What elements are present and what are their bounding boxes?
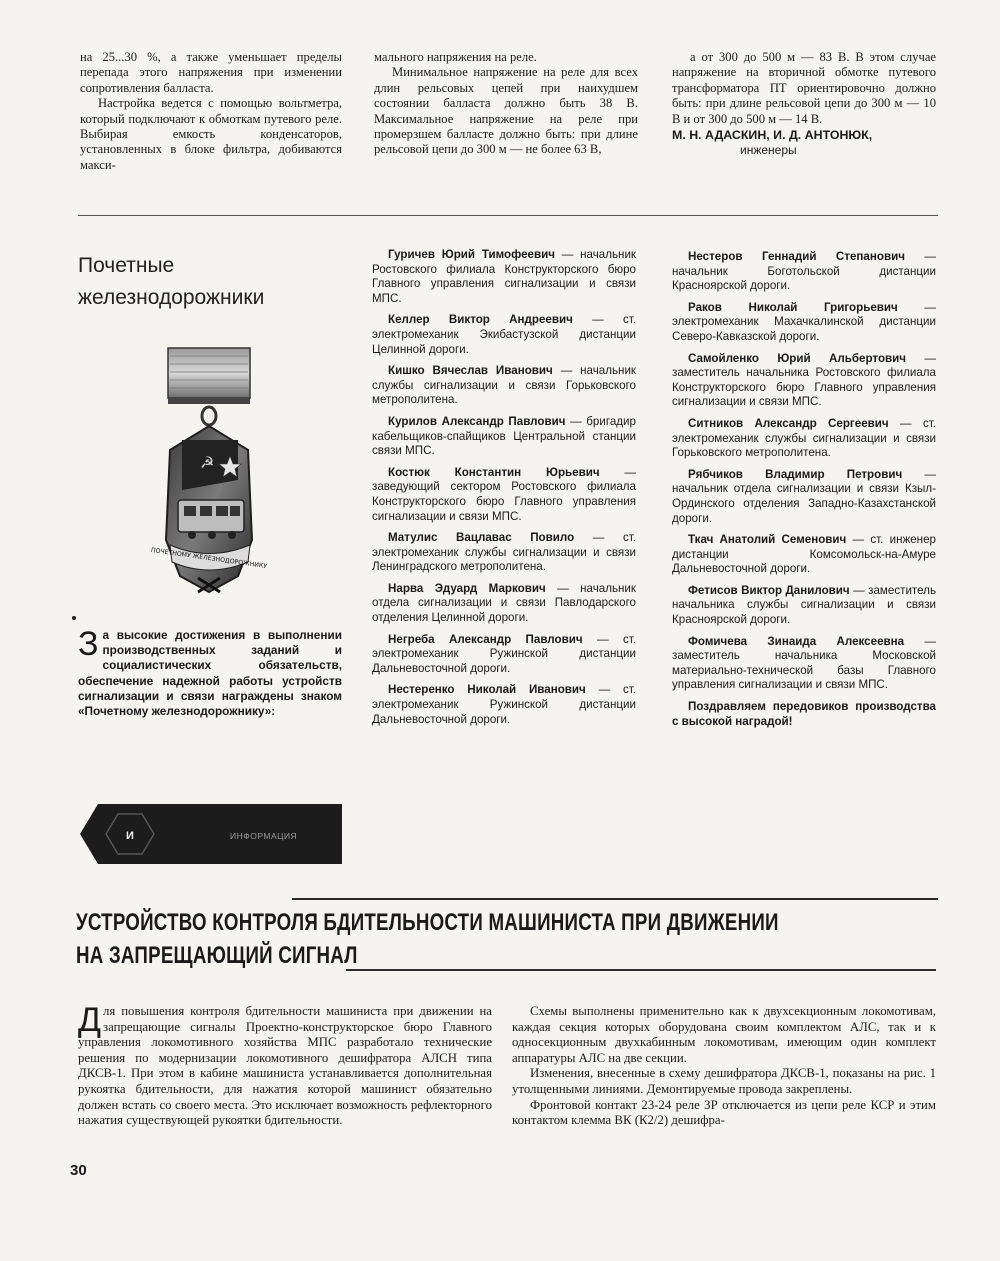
honoree-position: ст. электромеханик службы сигнализации и связи Горьковского метрополитена. [672, 416, 936, 460]
honoree-name: Раков Николай Григорьевич [688, 300, 898, 314]
honorees-column-2 [372, 248, 636, 734]
honoree-name: Гуричев Юрий Тимофеевич [388, 248, 555, 261]
honoree-entry [672, 352, 936, 410]
honoree-entry [372, 248, 636, 306]
honoree-position: начальник Ростовского филиала Конструкторского бюро Главного управления сигнализации и связи МПС. [372, 248, 636, 305]
medal-ribbon-text: ПОЧЕТНОМУ ЖЕЛЕЗНОДОРОЖНИКУ [150, 546, 268, 571]
article-headline-line-2: НА ЗАПРЕЩАЮЩИЙ СИГНАЛ [76, 942, 358, 969]
honoree-position: ст. инженер дистанции Комсомольск-на-Амуре Дальневосточной дороги. [672, 533, 936, 576]
top-column-1 [80, 50, 342, 173]
paragraph: а от 300 до 500 м — 83 В. В этом случае напряжение на вторичной обмотке путевого трансформатора ПТ ориентировочно должно быть: при длине рельсовой цепи до 300 м — 10 В и от 300 до 500 м — 14 В. [672, 50, 936, 126]
honoree-position: заведующий сектором Ростовского филиала Конструкторского бюро Главного управления сигнализации и связи МПС. [372, 480, 636, 523]
paragraph: на 25...30 %, а также уменьшает пределы перепада этого напряжения при изменении сопротивления балласта. [80, 50, 342, 95]
article-paragraph: Изменения, внесенные в схему дешифратора ДКСВ-1, показаны на рис. 1 утолщенными линиями. Демонтируемые провода закреплены. [512, 1066, 936, 1096]
honoree-position: ст. электромеханик Ружинской дистанции Дальневосточной дороги. [372, 683, 636, 726]
em-dash: — [545, 581, 581, 595]
em-dash: — [902, 467, 936, 481]
info-banner-letter: И [126, 830, 134, 842]
honoree-name: Матулис Вацлавас Повило [388, 531, 575, 545]
headline-rule-bottom [346, 969, 936, 971]
paragraph: Минимальное напряжение на реле для всех длин рельсовых цепей при наихудшем состоянии балласта должно быть 38 В. Максимальное напряжение на реле при промерзшем балласте должно быть: при длине рельсовой цепи до 300 м — не более 63 В, [374, 65, 638, 157]
em-dash: — [574, 531, 623, 545]
honoree-name: Фомичева Зинаида Алексеевна [688, 634, 905, 648]
top-column-3 [672, 50, 936, 159]
honoree-entry [372, 582, 636, 626]
honoree-position: бригадир кабельщиков-спайщиков Центральной станции связи МПС. [372, 414, 636, 458]
em-dash: — [585, 683, 623, 697]
honoree-entry [372, 466, 636, 524]
honoree-name: Костюк Константин Юрьевич [388, 465, 600, 479]
honoree-name: Негреба Александр Павлович [388, 632, 583, 646]
honoree-name: Нестеренко Николай Иванович [388, 683, 586, 697]
honoree-position: электромеханик Махачкалинской дистанции Северо-Кавказской дороги. [672, 315, 936, 343]
authors-role: инженеры [740, 143, 797, 158]
em-dash: — [849, 583, 869, 597]
honoree-name: Рябчиков Владимир Петрович [688, 467, 903, 481]
honoree-position: заместитель начальника Московской материально-технической базы Главного управления сигнализации и связи МПС. [672, 649, 936, 692]
honoree-entry [372, 364, 636, 408]
honoree-entry [372, 531, 636, 575]
article-paragraph: Схемы выполнены применительно как к двухсекционным локомотивам, каждая секция которых оборудована своим комплектом АЛС, так и к односекционным двухкабинным локомотивам, имеющим один комплект аппаратуры АЛС на две секции. [512, 1004, 936, 1065]
honoree-name: Кишко Вячеслав Иванович [388, 364, 553, 378]
em-dash: — [582, 632, 623, 646]
article-headline-line-1: УСТРОЙСТВО КОНТРОЛЯ БДИТЕЛЬНОСТИ МАШИНИСТА ПРИ ДВИЖЕНИИ [76, 909, 779, 936]
honoree-position: заместитель начальника Ростовского филиала Конструкторского бюро Главного управления сигнализации и связи МПС. [672, 366, 936, 409]
article-column-1 [78, 1001, 492, 1129]
honoree-position: начальник отдела сигнализации и связи Кзыл-Ординского отделения Западно-Казахстанской дороги. [672, 482, 936, 525]
headline-rule-top [292, 898, 938, 900]
honoree-entry [372, 415, 636, 459]
article-headline [76, 906, 779, 972]
honoree-entry [372, 683, 636, 727]
drop-cap: З [78, 625, 99, 663]
honoree-position: начальник отдела сигнализации и связи Павлодарского отделения Целинной дороги. [372, 581, 636, 625]
honoree-entry [672, 468, 936, 526]
honoree-entry [672, 635, 936, 693]
honoree-name: Нестеров Геннадий Степанович [688, 250, 905, 263]
svg-text:☭: ☭ [200, 453, 215, 472]
article-authors: М. Н. АДАСКИН, И. Д. АНТОНЮК, [672, 128, 873, 143]
em-dash: — [552, 364, 581, 378]
honoree-entry [372, 633, 636, 677]
honoree-position: ст. электромеханик Экибастузской дистанции Целинной дороги. [372, 313, 636, 356]
em-dash: — [904, 634, 936, 648]
section-title [78, 250, 264, 314]
section-title-line-2: железнодорожники [78, 286, 265, 309]
honoree-position: начальник службы сигнализации и связи Горьковского метрополитена. [372, 364, 636, 407]
honoree-entry [372, 313, 636, 357]
bullet-dot [72, 616, 76, 620]
em-dash: — [906, 351, 936, 365]
page-number: 30 [70, 1162, 87, 1179]
article-paragraph: Фронтовой контакт 23-24 реле ЗР отключается из цепи реле КСР и этим контактом клемма ВК (К2/2) дешифра- [512, 1097, 936, 1128]
honoree-entry [672, 250, 936, 294]
em-dash: — [554, 248, 581, 261]
honoree-name: Келлер Виктор Андреевич [388, 313, 573, 327]
honoree-entry [672, 301, 936, 345]
em-dash: — [565, 414, 587, 428]
article-column-2 [512, 1004, 936, 1129]
honoree-name: Самойленко Юрий Альбертович [688, 351, 907, 365]
paragraph: Настройка ведется с помощью вольтметра, который подключают к обмоткам путевого реле. Выбирая емкость конденсаторов, установленных в блоке фильтра, добиваются макси- [80, 96, 342, 172]
honorees-column-3 [672, 250, 936, 736]
paragraph: мального напряжения на реле. [374, 50, 537, 64]
em-dash: — [572, 313, 623, 327]
honoree-entry [672, 533, 936, 577]
honoree-position: ст. электромеханик Ружинской дистанции Дальневосточной дороги. [372, 632, 636, 675]
drop-cap: Д [78, 1001, 102, 1039]
honoree-name: Курилов Александр Павлович [388, 414, 566, 428]
honoree-entry [672, 584, 936, 628]
medal-image [140, 340, 280, 630]
honoree-name: Ткач Анатолий Семенович [688, 533, 847, 547]
em-dash: — [888, 416, 923, 430]
section-divider [78, 215, 938, 216]
em-dash: — [599, 465, 636, 479]
info-banner-label: ИНФОРМАЦИЯ [230, 831, 298, 841]
honoree-position: заместитель начальника службы сигнализации и связи Красноярской дороги. [672, 583, 936, 627]
info-banner [80, 804, 342, 864]
award-intro-text: а высокие достижения в выполнении производственных заданий и социалистических обязательств, обеспечение надежной работы устройств сигнализации и связи награждены знаком «Почетному железнодорожнику»: [78, 628, 342, 719]
em-dash: — [904, 250, 936, 263]
honoree-position: начальник Боготольской дистанции Красноярской дороги. [672, 264, 936, 293]
top-column-2 [374, 50, 638, 158]
congratulations-text: Поздравляем передовиков производства с высокой наградой! [672, 700, 936, 728]
honoree-entry [672, 417, 936, 461]
em-dash: — [846, 533, 871, 547]
honoree-name: Фетисов Виктор Данилович [688, 583, 850, 597]
honoree-name: Ситников Александр Сергеевич [688, 416, 889, 430]
section-title-line-1: Почетные [78, 254, 175, 277]
honoree-name: Нарва Эдуард Маркович [388, 581, 546, 595]
award-intro [78, 625, 342, 719]
honoree-position: ст. электромеханик службы сигнализации и связи Ленинградского метрополитена. [372, 531, 636, 574]
em-dash: — [897, 300, 936, 314]
article-paragraph: ля повышения контроля бдительности машиниста при движении на запрещающие сигналы Проектно-конструкторское бюро Главного управления локомотивного хозяйства МПС разработало технические решения по модернизации локомотивного дешифратора АЛСН типа ДКСВ-1. При этом в кабине машиниста устанавливается дополнительная рукоятка бдительности, для нажатия которой машинист обязательно должен встать со своего места. Это исключает возможность рефлекторного нажатия существующей рукоятки бдительности. [78, 1004, 492, 1128]
